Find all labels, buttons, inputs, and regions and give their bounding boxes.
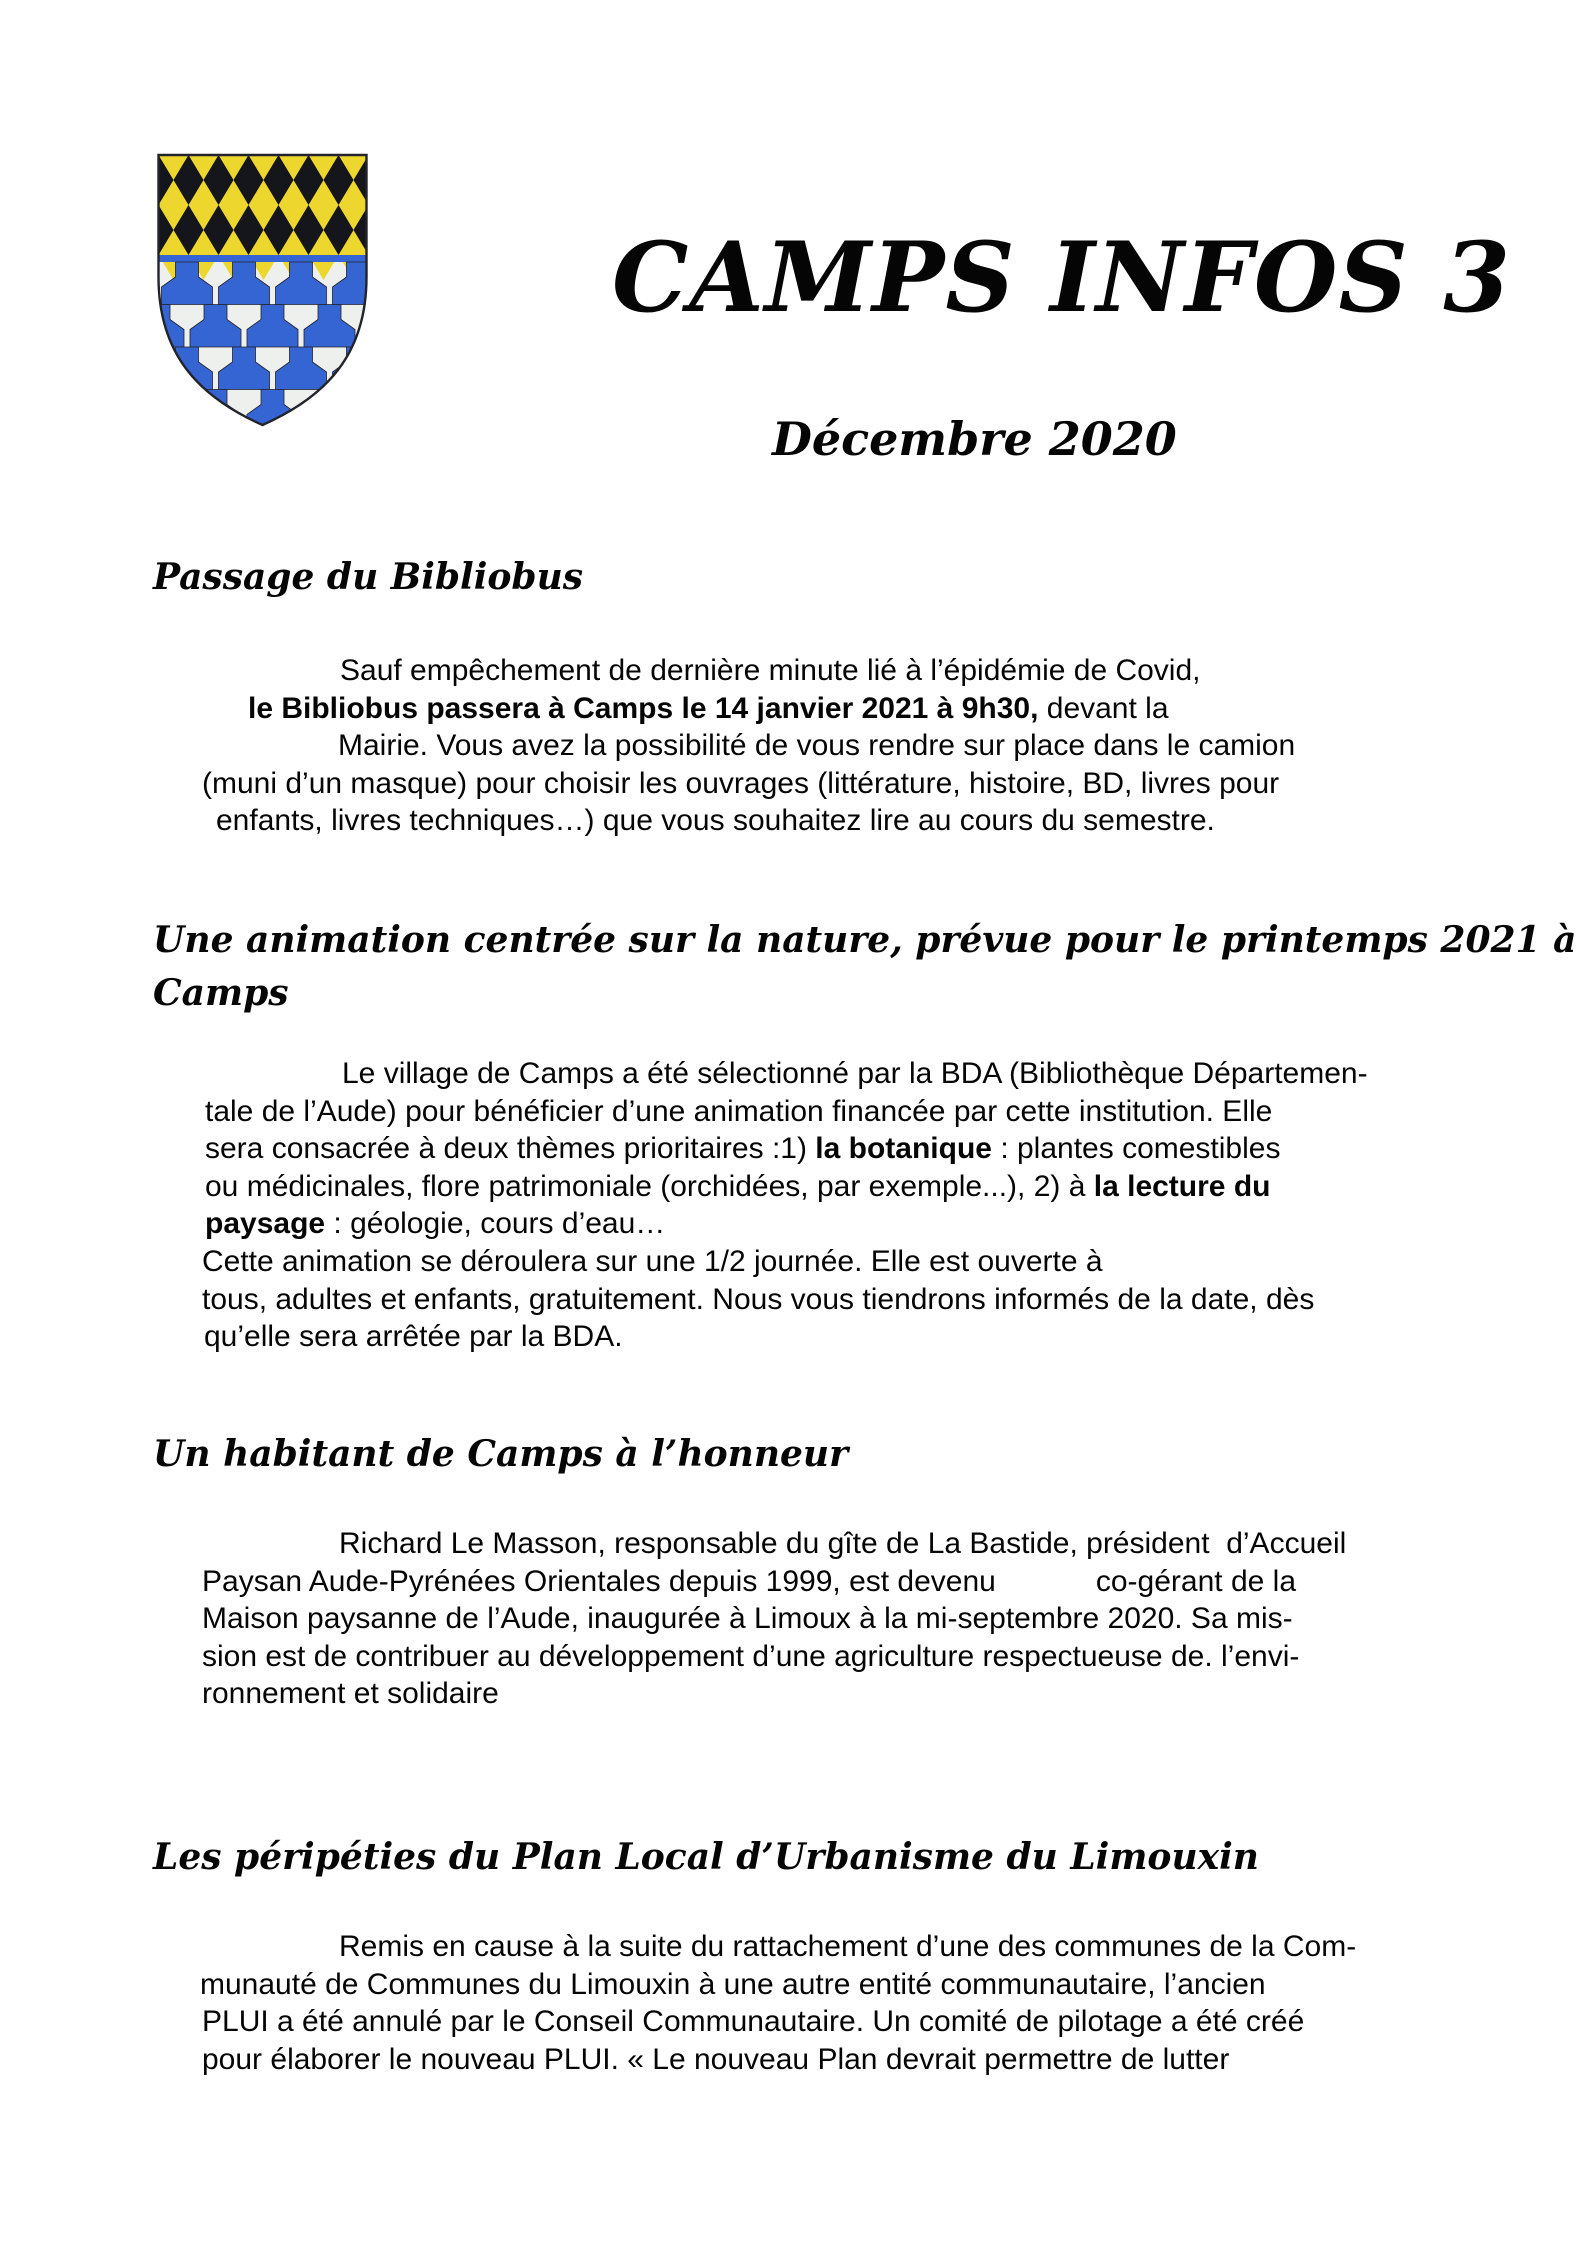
text-segment: qu’elle sera arrêtée par la BDA. [204, 1320, 623, 1354]
text-line [0, 1318, 1588, 1356]
text-segment: : géologie, cours d’eau… [325, 1207, 666, 1241]
section-paragraph-animation-nature-printemps-2021 [0, 1055, 1588, 1356]
bold-text-segment: le Bibliobus passera à Camps le 14 janvier 2021 à 9h30, [248, 691, 1039, 725]
text-segment: Maison paysanne de l’Aude, inaugurée à Limoux à la mi-septembre 2020. Sa mis- [202, 1602, 1293, 1636]
heading-line: Une animation centrée sur la nature, prévue pour le printemps 2021 à [153, 919, 1577, 961]
text-line [0, 1168, 1588, 1206]
coat-of-arms-image [148, 149, 377, 431]
text-segment: Cette animation se déroulera sur une 1/2 journée. Elle est ouverte à [202, 1244, 1103, 1278]
text-segment: Mairie. Vous avez la possibilité de vous rendre sur place dans le camion [338, 729, 1296, 763]
text-segment: devant la [1038, 691, 1169, 725]
text-line [0, 1243, 1588, 1281]
text-segment: : plantes comestibles [991, 1132, 1281, 1166]
text-line [0, 1281, 1588, 1319]
text-line [0, 1563, 1588, 1601]
text-line [0, 1525, 1588, 1563]
section-paragraph-passage-du-bibliobus [0, 652, 1588, 840]
heading-line: Un habitant de Camps à l’honneur [153, 1433, 849, 1475]
section-heading-passage-du-bibliobus [153, 551, 583, 604]
text-segment: Le village de Camps a été sélectionné par la BDA (Bibliothèque Départemen- [342, 1057, 1368, 1090]
text-line [0, 1928, 1588, 1966]
text-segment: Paysan Aude-Pyrénées Orientales depuis 1999, est devenu co-gérant de la [202, 1564, 1297, 1598]
text-line [0, 652, 1588, 690]
heading-line: Passage du Bibliobus [153, 556, 584, 598]
text-line [0, 727, 1588, 765]
text-line [0, 765, 1588, 803]
text-line [0, 1600, 1588, 1638]
text-line [0, 1966, 1588, 2004]
text-line [0, 2041, 1588, 2079]
text-segment: pour élaborer le nouveau PLUI. « Le nouveau Plan devrait permettre de lutter [202, 2042, 1230, 2076]
text-segment: tale de l’Aude) pour bénéficier d’une animation financée par cette institution. Elle [205, 1094, 1273, 1128]
text-line [0, 1675, 1588, 1713]
section-heading-peripeties-du-plu-du-limouxin [153, 1831, 1259, 1884]
text-segment: Richard Le Masson, responsable du gîte de La Bastide, président d’Accueil [339, 1527, 1347, 1560]
text-segment: tous, adultes et enfants, gratuitement. Nous vous tiendrons informés de la date, dès [202, 1282, 1315, 1316]
text-segment: ou médicinales, flore patrimoniale (orchidées, par exemple...), 2) à [205, 1169, 1094, 1203]
text-segment: ronnement et solidaire [202, 1677, 499, 1711]
section-heading-animation-nature-printemps-2021 [153, 914, 1576, 1020]
newsletter-title: CAMPS INFOS 3 [612, 221, 1512, 334]
text-segment: munauté de Communes du Limouxin à une autre entité communautaire, l’ancien [200, 1967, 1266, 2001]
text-line [0, 1093, 1588, 1131]
text-line [0, 690, 1588, 728]
text-line [0, 1205, 1588, 1243]
section-heading-habitant-de-camps-a-l-honneur [153, 1428, 848, 1481]
bold-text-segment: la lecture du [1093, 1169, 1271, 1203]
newsletter-date: Décembre 2020 [772, 412, 1177, 466]
text-line [0, 2003, 1588, 2041]
heading-line: Les péripéties du Plan Local d’Urbanisme du Limouxin [153, 1836, 1259, 1878]
text-line [0, 1055, 1588, 1093]
coat-of-arms [148, 149, 377, 431]
text-segment: sera consacrée à deux thèmes prioritaires :1) [205, 1132, 816, 1166]
bold-text-segment: la botanique [815, 1132, 992, 1166]
text-segment: Sauf empêchement de dernière minute lié à l’épidémie de Covid, [340, 654, 1201, 687]
bold-text-segment: paysage [205, 1207, 326, 1241]
text-line [0, 802, 1588, 840]
text-line [0, 1130, 1588, 1168]
text-line [0, 1638, 1588, 1676]
text-segment: Remis en cause à la suite du rattachement d’une des communes de la Com- [339, 1930, 1357, 1963]
text-segment: sion est de contribuer au développement d’une agriculture respectueuse de. l’envi- [202, 1639, 1300, 1673]
text-segment: PLUI a été annulé par le Conseil Communautaire. Un comité de pilotage a été créé [202, 2005, 1305, 2039]
heading-line: Camps [153, 972, 289, 1014]
section-paragraph-peripeties-du-plu-du-limouxin [0, 1928, 1588, 2078]
text-segment: (muni d’un masque) pour choisir les ouvrages (littérature, histoire, BD, livres pour [202, 766, 1280, 800]
section-paragraph-habitant-de-camps-a-l-honneur [0, 1525, 1588, 1713]
text-segment: enfants, livres techniques…) que vous souhaitez lire au cours du semestre. [216, 804, 1215, 838]
